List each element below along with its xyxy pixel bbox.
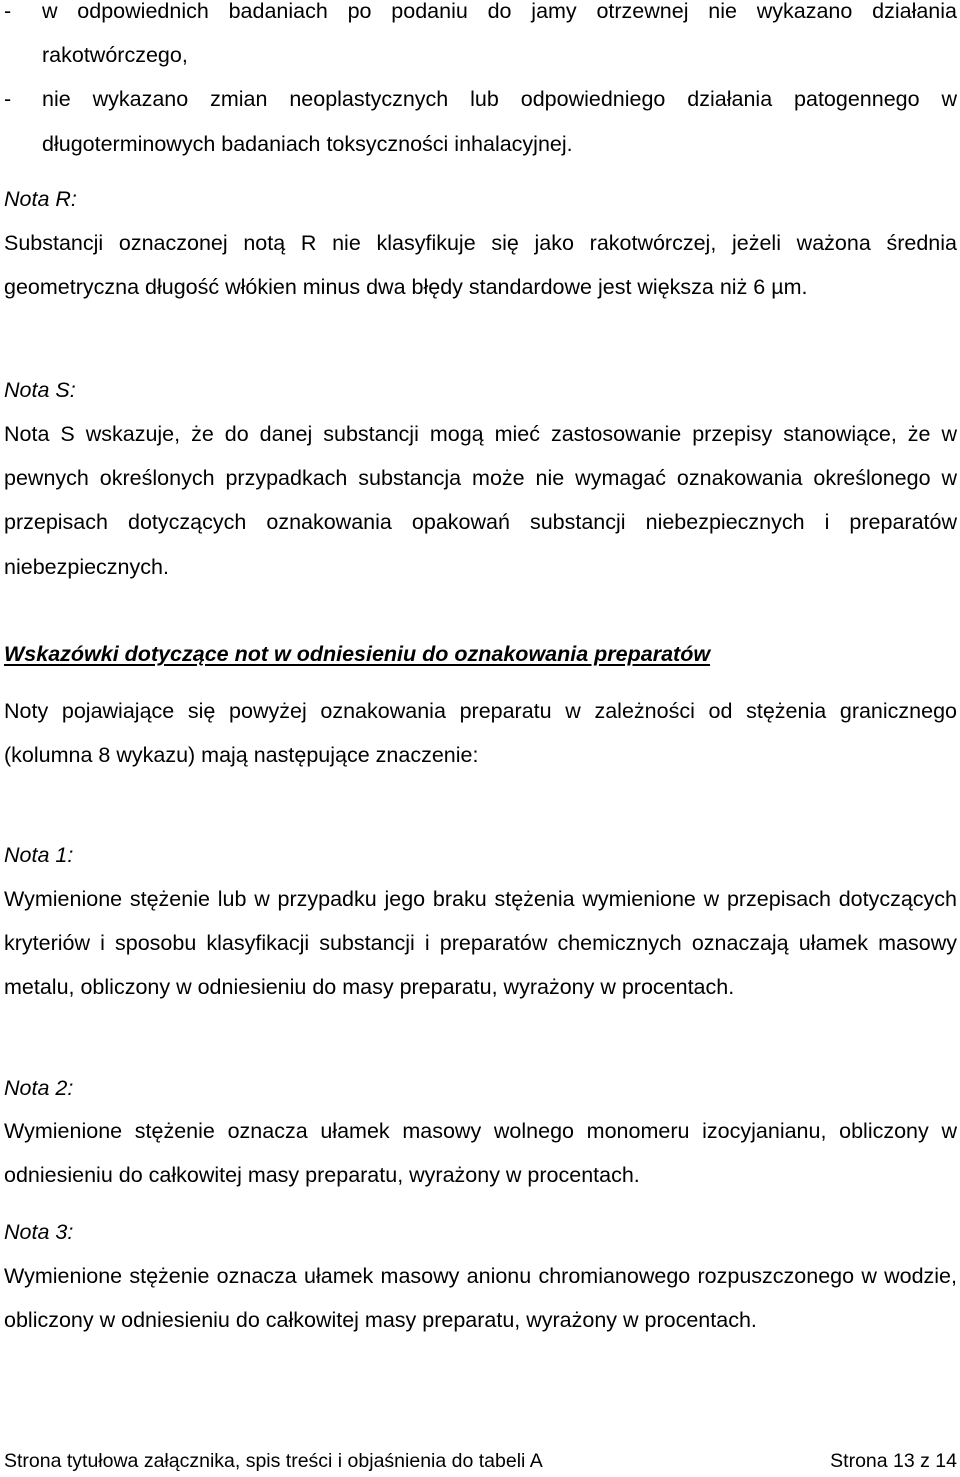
nota-3-title: Nota 3: <box>4 1220 74 1244</box>
nota-s-title: Nota S: <box>4 378 76 402</box>
nota-1-title: Nota 1: <box>4 843 74 867</box>
bullet-dash: - <box>4 87 12 112</box>
nota-r-title: Nota R: <box>4 187 77 211</box>
nota-s-text: Nota S wskazuje, że do danej substancji mogą mieć zastosowanie przepisy stanowiące, że w pewnych określonych przypadkach substancja może nie wymagać oznakowania określonego w przepisach dotyczących oznakowania opakowań substancji niebezpiecznych i preparatów niebezpiecznych. <box>4 422 957 579</box>
bullet-text: w odpowiednich badaniach po podaniu do jamy otrzewnej nie wykazano działania rakotwórczego, <box>42 0 957 68</box>
nota-r-text: Substancji oznaczonej notą R nie klasyfikuje się jako rakotwórczej, jeżeli ważona średnia geometryczna długość włókien minus dwa błędy standardowe jest większa niż 6 µm. <box>4 231 957 300</box>
nota-1-text: Wymienione stężenie lub w przypadku jego braku stężenia wymienione w przepisach dotyczących kryteriów i sposobu klasyfikacji substancji i preparatów chemicznych oznaczają ułamek masowy metalu, obliczony w odniesieniu do masy preparatu, wyrażony w procentach. <box>4 887 957 1000</box>
bullet-text: nie wykazano zmian neoplastycznych lub odpowiedniego działania patogennego w długoterminowych badaniach toksyczności inhalacyjnej. <box>42 87 957 156</box>
nota-2-title: Nota 2: <box>4 1076 74 1100</box>
bullet-list <box>4 0 957 166</box>
nota-3-text: Wymienione stężenie oznacza ułamek masowy anionu chromianowego rozpuszczonego w wodzie, obliczony w odniesieniu do całkowitej masy preparatu, wyrażony w procentach. <box>4 1264 957 1333</box>
page-number: Strona 13 z 14 <box>830 1450 957 1472</box>
nota-2-text: Wymienione stężenie oznacza ułamek masowy wolnego monomeru izocyjanianu, obliczony w odniesieniu do całkowitej masy preparatu, wyrażony w procentach. <box>4 1119 957 1188</box>
list-item <box>4 77 957 165</box>
section-intro: Noty pojawiające się powyżej oznakowania preparatu w zależności od stężenia granicznego (kolumna 8 wykazu) mają następujące znaczenie: <box>4 699 957 768</box>
section-heading: Wskazówki dotyczące not w odniesieniu do oznakowania preparatów <box>4 642 711 666</box>
page-footer <box>4 1448 957 1474</box>
bullet-dash: - <box>4 0 12 23</box>
list-item <box>4 0 957 77</box>
footer-document-title: Strona tytułowa załącznika, spis treści i objaśnienia do tabeli A <box>4 1450 543 1472</box>
